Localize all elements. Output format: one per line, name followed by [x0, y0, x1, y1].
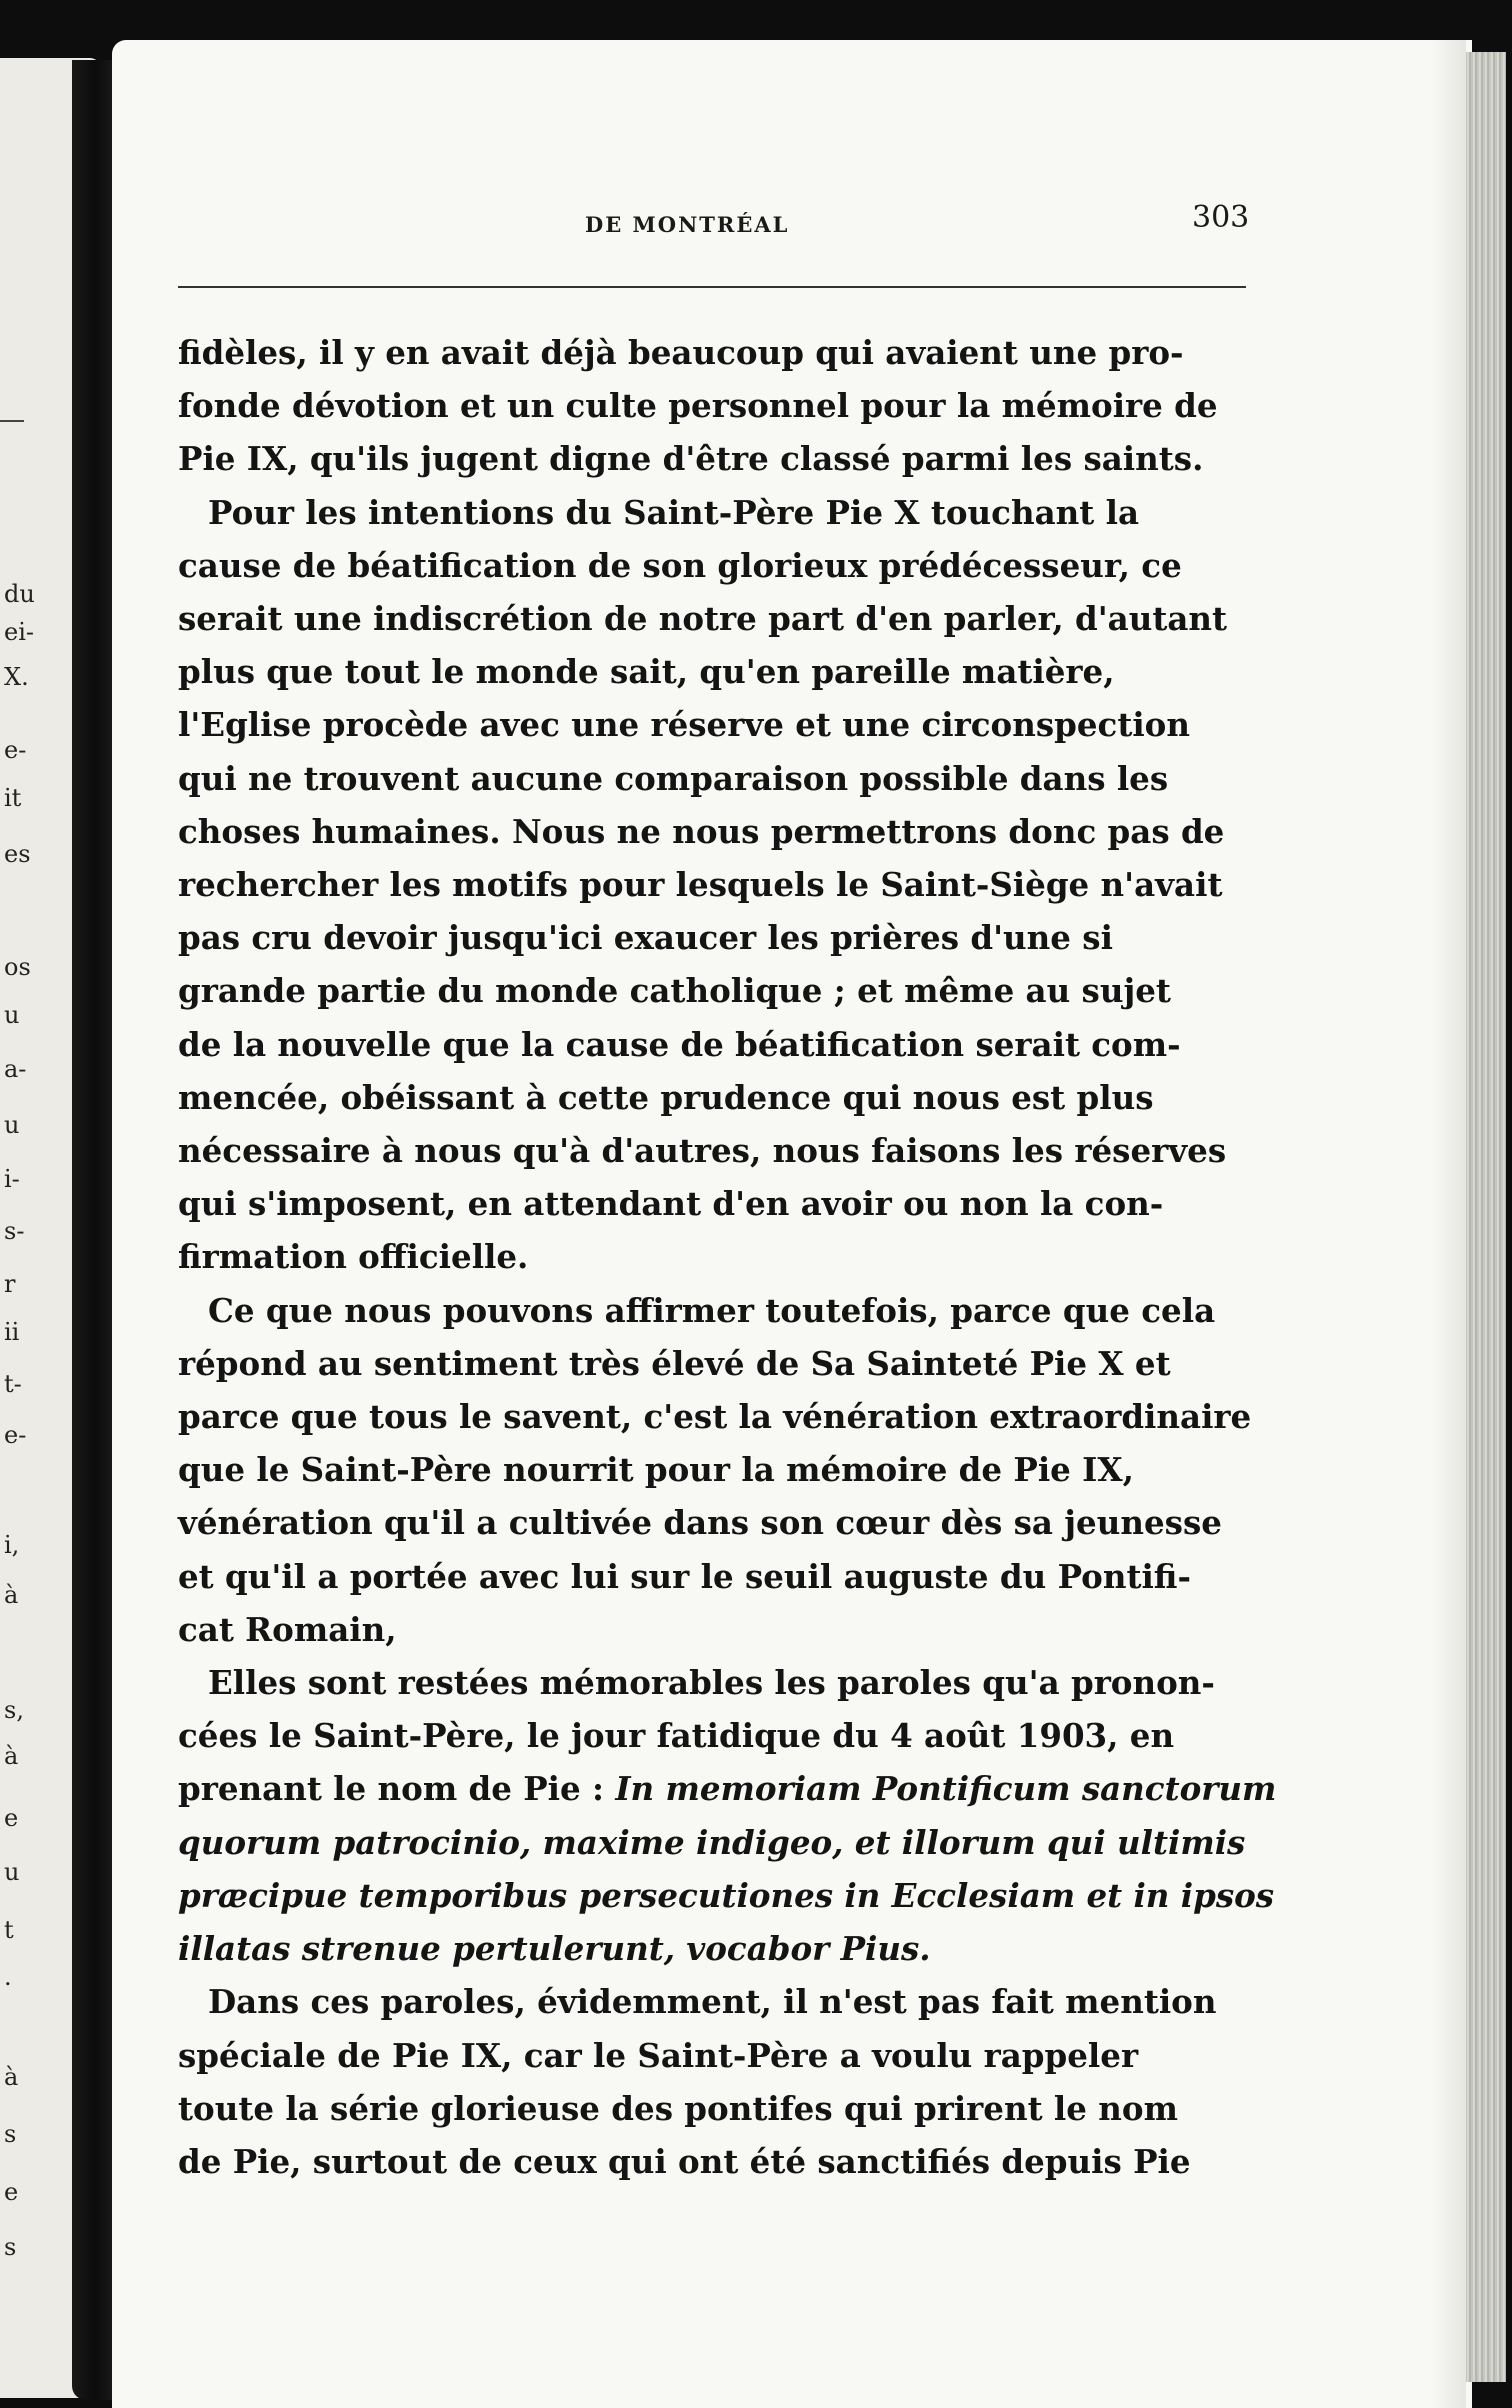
text-line: l'Eglise procède avec une réserve et une circonspection [178, 705, 1190, 745]
text-line: firmation officielle. [178, 1237, 529, 1277]
previous-page-rule [0, 420, 24, 422]
previous-page-fragment: e [4, 1804, 19, 1832]
text-line [178, 1762, 1277, 1815]
previous-page-fragment: i, [4, 1531, 20, 1559]
latin-quote-span: In memoriam Pontificum sanctorum [615, 1769, 1277, 1809]
previous-page-fragment: . [4, 1963, 12, 1991]
text-line: qui ne trouvent aucune comparaison possible dans les [178, 758, 1169, 798]
previous-page-fragment: u [4, 1001, 20, 1029]
text-line: pas cru devoir jusqu'ici exaucer les prières d'une si [178, 918, 1113, 958]
text-line: grande partie du monde catholique ; et même au sujet [178, 971, 1171, 1011]
text-line: vénération qu'il a cultivée dans son cœur dès sa jeunesse [178, 1503, 1222, 1543]
text-line: choses humaines. Nous ne nous permettrons donc pas de [178, 811, 1225, 851]
previous-page-fragment: du [4, 580, 35, 608]
previous-page-fragment: a- [4, 1055, 27, 1083]
previous-page-fragment: es [4, 840, 31, 868]
text-line: parce que tous le savent, c'est la vénération extraordinaire [178, 1397, 1252, 1437]
text-line: nécessaire à nous qu'à d'autres, nous faisons les réserves [178, 1131, 1227, 1171]
previous-page-fragment: u [4, 1858, 20, 1886]
previous-page-fragment: e- [4, 736, 27, 764]
previous-page-fragment: os [4, 953, 31, 981]
text-line: rechercher les motifs pour lesquels le Saint-Siège n'avait [178, 865, 1223, 905]
page-number: 303 [1192, 200, 1250, 235]
text-line: qui s'imposent, en attendant d'en avoir ou non la con- [178, 1184, 1164, 1224]
text-line: et qu'il a portée avec lui sur le seuil auguste du Pontifi- [178, 1556, 1191, 1596]
previous-page-fragment: s [4, 2120, 17, 2148]
text-line: Ce que nous pouvons affirmer toutefois, parce que cela [208, 1290, 1216, 1330]
previous-page-fragment: e [4, 2178, 19, 2206]
previous-page-fragment: ii [4, 1318, 20, 1346]
previous-page-fragment: s [4, 2233, 17, 2261]
body-text [178, 326, 1277, 2188]
text-line: cause de béatification de son glorieux prédécesseur, ce [178, 545, 1182, 585]
text-span: prenant le nom de Pie : [178, 1769, 616, 1809]
text-line: spéciale de Pie IX, car le Saint-Père a voulu rappeler [178, 2035, 1139, 2075]
previous-page-fragment: s, [4, 1696, 24, 1724]
text-line: fonde dévotion et un culte personnel pour la mémoire de [178, 386, 1218, 426]
text-line: toute la série glorieuse des pontifes qui prirent le nom [178, 2088, 1178, 2128]
running-head: DE MONTRÉAL [585, 212, 790, 237]
latin-quote-line: præcipue temporibus persecutiones in Ecclesiam et in ipsos [178, 1875, 1275, 1915]
previous-page-fragment: à [4, 1742, 19, 1770]
previous-page-fragment: u [4, 1111, 20, 1139]
text-line: Elles sont restées mémorables les paroles qu'a pronon- [208, 1663, 1215, 1703]
previous-page-fragment: t- [4, 1370, 22, 1398]
latin-quote-line: quorum patrocinio, maxime indigeo, et illorum qui ultimis [178, 1822, 1246, 1862]
text-line: Pie IX, qu'ils jugent digne d'être classé parmi les saints. [178, 439, 1204, 479]
text-line: de la nouvelle que la cause de béatification serait com- [178, 1024, 1181, 1064]
text-line: Dans ces paroles, évidemment, il n'est pas fait mention [208, 1982, 1217, 2022]
text-line: que le Saint-Père nourrit pour la mémoire de Pie IX, [178, 1450, 1134, 1490]
previous-page-fragment: à [4, 1581, 19, 1609]
text-line: serait une indiscrétion de notre part d'en parler, d'autant [178, 599, 1228, 639]
previous-page-fragment: ei- [4, 618, 34, 646]
text-line: de Pie, surtout de ceux qui ont été sanctifiés depuis Pie [178, 2141, 1191, 2181]
text-line: plus que tout le monde sait, qu'en pareille matière, [178, 652, 1115, 692]
header-rule [178, 286, 1246, 288]
previous-page-fragment: r [4, 1270, 16, 1298]
text-line: répond au sentiment très élevé de Sa Sainteté Pie X et [178, 1343, 1171, 1383]
text-line: Pour les intentions du Saint-Père Pie X touchant la [208, 492, 1140, 532]
latin-quote-line: illatas strenue pertulerunt, vocabor Pius. [178, 1929, 931, 1969]
page-stack-edge [1466, 52, 1506, 2382]
previous-page-fragment: i- [4, 1165, 20, 1193]
previous-page-fragment: X. [4, 663, 29, 691]
previous-page-fragment: s- [4, 1217, 25, 1245]
text-line: cées le Saint-Père, le jour fatidique du 4 août 1903, en [178, 1716, 1175, 1756]
page-edge-shadow [1430, 40, 1466, 2408]
previous-page-fragment: e- [4, 1421, 27, 1449]
text-line: fidèles, il y en avait déjà beaucoup qui avaient une pro- [178, 333, 1184, 372]
previous-page-fragment: à [4, 2063, 19, 2091]
text-line: cat Romain, [178, 1609, 397, 1649]
previous-page-fragment: t [4, 1916, 14, 1944]
previous-page-fragment: it [4, 784, 22, 812]
text-line: mencée, obéissant à cette prudence qui nous est plus [178, 1077, 1154, 1117]
